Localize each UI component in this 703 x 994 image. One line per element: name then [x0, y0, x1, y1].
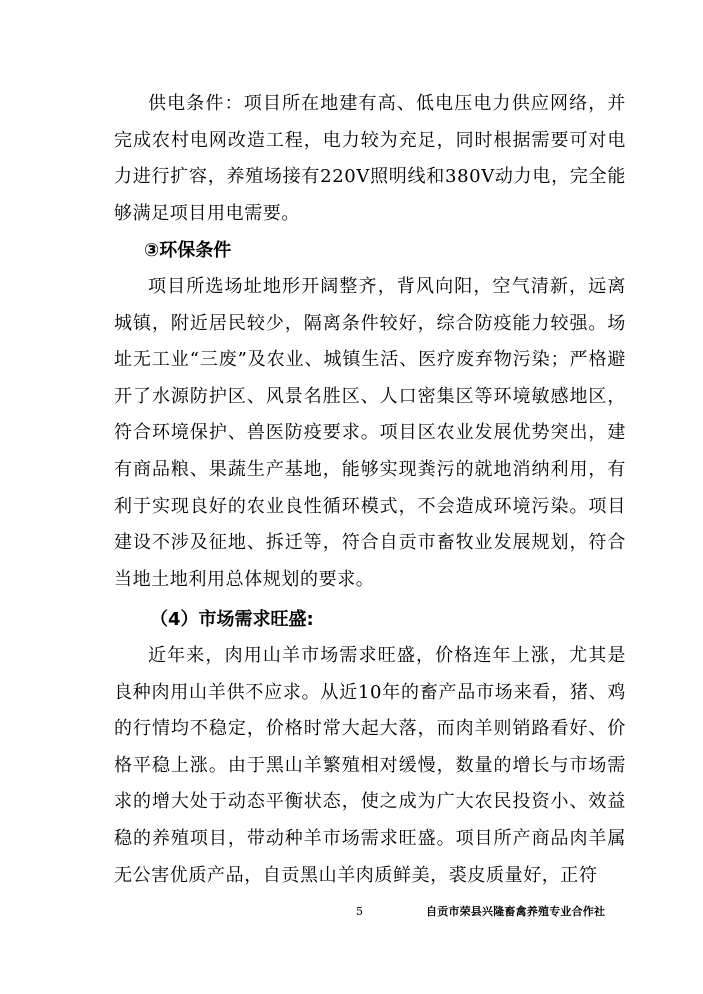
- paragraph-environmental-protection: 项目所选场址地形开阔整齐，背风向阳，空气清新，远离城镇，附近居民较少，隔离条件较好，综合防疫能力较强。场址无工业“三废”及农业、城镇生活、医疗废弃物污染；严格避开了水源防护区、风景名胜区、人口密集区等环境敏感地区，符合环境保护、兽医防疫要求。项目区农业发展优势突出，建有商品粮、果蔬生产基地，能够实现粪污的就地消纳利用，有利于实现良好的农业良性循环模式，不会造成环境污染。项目建设不涉及征地、拆迁等，符合自贡市畜牧业发展规划，符合当地土地利用总体规划的要求。: [114, 276, 626, 590]
- heading-environmental-conditions: ③环保条件: [144, 240, 232, 261]
- heading-market-demand: （4）市场需求旺盛:: [150, 609, 314, 630]
- page-number: 5: [356, 905, 363, 918]
- footer-organization: 自贡市荣县兴隆畜禽养殖专业合作社: [426, 905, 606, 918]
- paragraph-market-demand: 近年来，肉用山羊市场需求旺盛，价格连年上涨，尤其是良种肉用山羊供不应求。从近10年的畜产品市场来看，猪、鸡的行情均不稳定，价格时常大起大落，而肉羊则销路看好、价格平稳上涨。由于黑山羊繁殖相对缓慢，数量的增长与市场需求的增大处于动态平衡状态，使之成为广大农民投资小、效益稳的养殖项目，带动种羊市场需求旺盛。项目所产商品肉羊属无公害优质产品，自贡黑山羊肉质鲜美，裘皮质量好，正符: [114, 645, 626, 886]
- paragraph-power-supply: 供电条件：项目所在地建有高、低电压电力供应网络，并完成农村电网改造工程，电力较为充足，同时根据需要可对电力进行扩容，养殖场接有220V照明线和380V动力电，完全能够满足项目用电需要。: [114, 93, 626, 224]
